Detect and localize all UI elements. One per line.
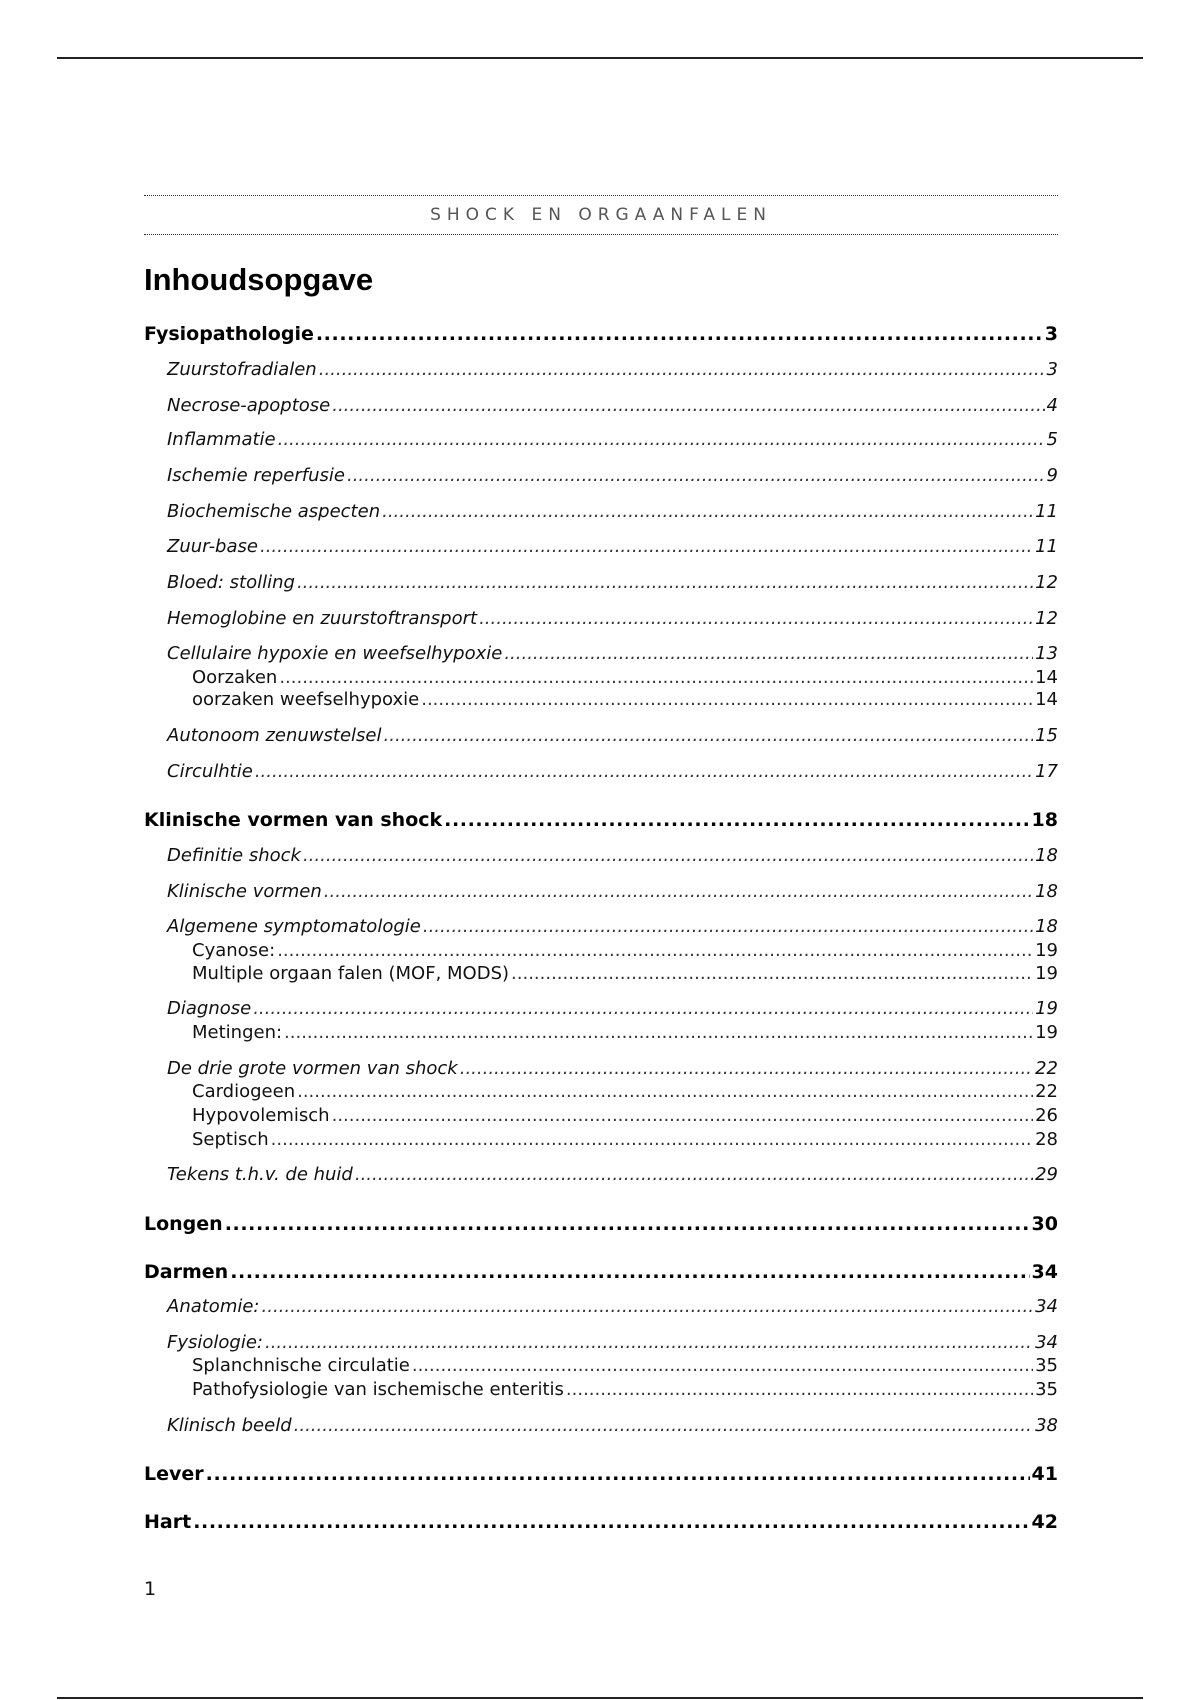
toc-entry-label: Diagnose <box>167 998 252 1019</box>
toc-entry-label: Anatomie: <box>167 1296 260 1317</box>
toc-entry-label: Biochemische aspecten <box>167 501 381 522</box>
leader-dots <box>255 761 1033 782</box>
toc-entry-longen[interactable] <box>144 1213 1058 1235</box>
toc-entry-oorzaken[interactable] <box>192 667 1058 688</box>
toc-entry-label: Zuurstofradialen <box>167 359 317 380</box>
toc-entry-label: oorzaken weefselhypoxie <box>192 689 420 710</box>
toc-entry-page: 35 <box>1035 1379 1058 1400</box>
toc-entry-page: 13 <box>1035 643 1058 664</box>
leader-dots <box>382 501 1033 522</box>
toc-entry-drie-grote-vormen[interactable] <box>167 1058 1058 1079</box>
toc-entry-page: 12 <box>1035 572 1058 593</box>
toc-entry-hemoglobine[interactable] <box>167 608 1058 629</box>
toc-entry-cyanose[interactable] <box>192 940 1058 961</box>
toc-entry-page: 19 <box>1035 1022 1058 1043</box>
bottom-rule <box>57 1697 1143 1699</box>
toc-entry-label: Metingen: <box>192 1022 283 1043</box>
toc-entry-page: 15 <box>1035 725 1058 746</box>
leader-dots <box>412 1355 1033 1376</box>
toc-entry-hypovolemisch[interactable] <box>192 1105 1058 1126</box>
toc-entry-label: Definitie shock <box>167 845 301 866</box>
running-header <box>144 195 1058 235</box>
leader-dots <box>324 881 1033 902</box>
toc-entry-hart[interactable] <box>144 1511 1058 1533</box>
toc-entry-page: 26 <box>1035 1105 1058 1126</box>
toc-entry-label: Hemoglobine en zuurstoftransport <box>167 608 478 629</box>
leader-dots <box>347 465 1045 486</box>
toc-entry-page: 19 <box>1035 963 1058 984</box>
leader-dots <box>265 1332 1033 1353</box>
toc-entry-label: Fysiologie: <box>167 1332 263 1353</box>
toc-entry-bloed-stolling[interactable] <box>167 572 1058 593</box>
toc-entry-label: Klinische vormen <box>167 881 322 902</box>
leader-dots <box>284 1022 1033 1043</box>
toc-entry-page: 11 <box>1035 536 1058 557</box>
toc-entry-page: 19 <box>1035 998 1058 1019</box>
toc-entry-label: Circulhtie <box>167 761 253 782</box>
toc-entry-label: Oorzaken <box>192 667 278 688</box>
toc-entry-page: 17 <box>1035 761 1058 782</box>
leader-dots <box>316 323 1043 345</box>
leader-dots <box>262 1296 1034 1317</box>
toc-entry-splanchnische-circulatie[interactable] <box>192 1355 1058 1376</box>
toc-entry-label: Pathofysiologie van ischemische enteritis <box>192 1379 564 1400</box>
leader-dots <box>277 940 1033 961</box>
top-rule <box>57 57 1143 59</box>
toc-entry-page: 22 <box>1035 1081 1058 1102</box>
leader-dots <box>225 1213 1030 1235</box>
toc-entry-autonoom-zenuwstelsel[interactable] <box>167 725 1058 746</box>
toc-entry-circulhtie[interactable] <box>167 761 1058 782</box>
toc-entry-page: 3 <box>1046 359 1058 380</box>
leader-dots <box>303 845 1033 866</box>
toc-entry-page: 38 <box>1035 1415 1058 1436</box>
leader-dots <box>566 1379 1033 1400</box>
leader-dots <box>511 963 1033 984</box>
toc-entry-page: 9 <box>1046 465 1058 486</box>
toc-entry-lever[interactable] <box>144 1463 1058 1485</box>
toc-entry-zuur-base[interactable] <box>167 536 1058 557</box>
leader-dots <box>421 689 1033 710</box>
leader-dots <box>206 1463 1030 1485</box>
toc-entry-label: Darmen <box>144 1261 229 1283</box>
toc-entry-page: 34 <box>1035 1332 1058 1353</box>
toc-entry-page: 34 <box>1035 1296 1058 1317</box>
running-title: SHOCK EN ORGAANFALEN <box>430 205 772 225</box>
toc-entry-label: Bloed: stolling <box>167 572 295 593</box>
toc-entry-page: 18 <box>1031 809 1058 831</box>
toc-entry-page: 41 <box>1031 1463 1058 1485</box>
toc-entry-label: De drie grote vormen van shock <box>167 1058 458 1079</box>
leader-dots <box>260 536 1033 557</box>
leader-dots <box>384 725 1034 746</box>
toc-entry-label: Klinisch beeld <box>167 1415 292 1436</box>
toc-entry-label: Cardiogeen <box>192 1081 296 1102</box>
toc-entry-label: Ischemie reperfusie <box>167 465 345 486</box>
toc-entry-septisch[interactable] <box>192 1129 1058 1150</box>
toc-entry-inflammatie[interactable] <box>167 429 1058 450</box>
leader-dots <box>355 1164 1033 1185</box>
leader-dots <box>444 809 1029 831</box>
toc-entry-label: Septisch <box>192 1129 269 1150</box>
toc-entry-fysiopathologie[interactable] <box>144 323 1058 345</box>
leader-dots <box>271 1129 1033 1150</box>
page-number: 1 <box>144 1578 157 1600</box>
leader-dots <box>294 1415 1033 1436</box>
toc-entry-page: 3 <box>1044 323 1058 345</box>
toc-entry-cardiogeen[interactable] <box>192 1081 1058 1102</box>
toc-entry-page: 18 <box>1035 916 1058 937</box>
toc-entry-page: 18 <box>1035 845 1058 866</box>
toc-entry-page: 29 <box>1035 1164 1058 1185</box>
toc-entry-page: 4 <box>1046 395 1058 416</box>
toc-entry-darmen[interactable] <box>144 1261 1058 1283</box>
toc-entry-page: 22 <box>1035 1058 1058 1079</box>
toc-entry-page: 34 <box>1031 1261 1058 1283</box>
toc-entry-zuurstofradialen[interactable] <box>167 359 1058 380</box>
toc-entry-page: 12 <box>1035 608 1058 629</box>
leader-dots <box>460 1058 1033 1079</box>
toc-entry-necrose-apoptose[interactable] <box>167 395 1058 416</box>
toc-entry-klinische-vormen[interactable] <box>167 881 1058 902</box>
toc-entry-diagnose[interactable] <box>167 998 1058 1019</box>
toc-entry-label: Hart <box>144 1511 192 1533</box>
toc-entry-anatomie[interactable] <box>167 1296 1058 1317</box>
toc-entry-biochemische-aspecten[interactable] <box>167 501 1058 522</box>
toc-entry-page: 35 <box>1035 1355 1058 1376</box>
toc-entry-pathofysiologie[interactable] <box>192 1379 1058 1400</box>
leader-dots <box>297 572 1033 593</box>
toc-entry-page: 19 <box>1035 940 1058 961</box>
toc-entry-page: 5 <box>1046 429 1058 450</box>
toc-entry-label: Zuur-base <box>167 536 258 557</box>
toc-entry-klinische-vormen-van-shock[interactable] <box>144 809 1058 831</box>
toc-entry-page: 11 <box>1035 501 1058 522</box>
toc-entry-label: Klinische vormen van shock <box>144 809 443 831</box>
toc-entry-page: 18 <box>1035 881 1058 902</box>
leader-dots <box>279 667 1033 688</box>
toc-entry-label: Autonoom zenuwstelsel <box>167 725 382 746</box>
leader-dots <box>332 395 1044 416</box>
leader-dots <box>297 1081 1033 1102</box>
leader-dots <box>479 608 1033 629</box>
toc-entry-metingen[interactable] <box>192 1022 1058 1043</box>
toc-entry-page: 14 <box>1035 667 1058 688</box>
leader-dots <box>504 643 1033 664</box>
toc-entry-klinisch-beeld[interactable] <box>167 1415 1058 1436</box>
toc-entry-oorzaken-weefselhypoxie[interactable] <box>192 689 1058 710</box>
toc-entry-label: Inflammatie <box>167 429 276 450</box>
toc-entry-label: Hypovolemisch <box>192 1105 330 1126</box>
toc-entry-label: Tekens t.h.v. de huid <box>167 1164 353 1185</box>
toc-entry-page: 30 <box>1031 1213 1058 1235</box>
toc-entry-algemene-symptomatologie[interactable] <box>167 916 1058 937</box>
toc-entry-label: Algemene symptomatologie <box>167 916 421 937</box>
toc-entry-cellulaire-hypoxie[interactable] <box>167 643 1058 664</box>
leader-dots <box>193 1511 1029 1533</box>
toc-entry-label: Fysiopathologie <box>144 323 314 345</box>
toc-entry-tekens-huid[interactable] <box>167 1164 1058 1185</box>
leader-dots <box>332 1105 1034 1126</box>
toc-entry-label: Longen <box>144 1213 223 1235</box>
toc-entry-label: Necrose-apoptose <box>167 395 331 416</box>
toc-heading: Inhoudsopgave <box>144 262 374 297</box>
leader-dots <box>319 359 1045 380</box>
toc-entry-label: Cellulaire hypoxie en weefselhypoxie <box>167 643 503 664</box>
leader-dots <box>230 1261 1029 1283</box>
toc-entry-label: Multiple orgaan falen (MOF, MODS) <box>192 963 510 984</box>
toc-entry-label: Lever <box>144 1463 204 1485</box>
toc-entry-multiple-orgaan-falen[interactable] <box>192 963 1058 984</box>
toc-entry-definitie-shock[interactable] <box>167 845 1058 866</box>
toc-entry-page: 28 <box>1035 1129 1058 1150</box>
toc-entry-ischemie-reperfusie[interactable] <box>167 465 1058 486</box>
toc-entry-page: 42 <box>1031 1511 1058 1533</box>
leader-dots <box>253 998 1033 1019</box>
toc-entry-fysiologie[interactable] <box>167 1332 1058 1353</box>
leader-dots <box>423 916 1033 937</box>
toc-entry-label: Splanchnische circulatie <box>192 1355 410 1376</box>
leader-dots <box>278 429 1045 450</box>
toc-entry-page: 14 <box>1035 689 1058 710</box>
toc-entry-label: Cyanose: <box>192 940 276 961</box>
